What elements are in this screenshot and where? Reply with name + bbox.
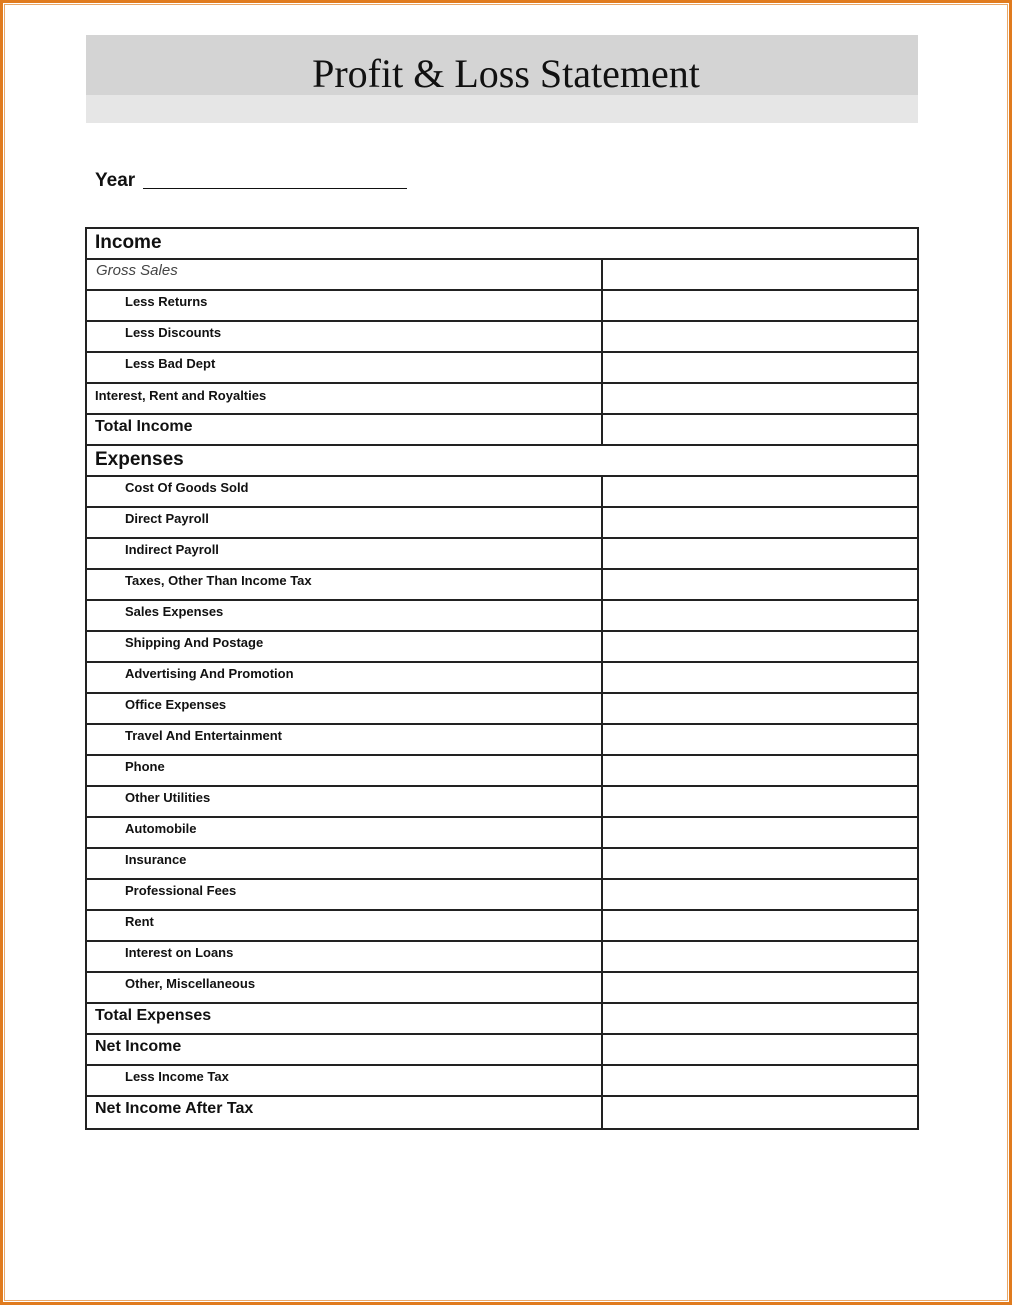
expense-value[interactable] [603,663,917,692]
less-returns-label: Less Returns [87,291,603,320]
net-income-after-tax-row [87,1097,917,1128]
net-income-value[interactable] [603,1035,917,1064]
year-label: Year [95,170,136,191]
less-income-tax-row [87,1066,917,1097]
less-bad-dept-row [87,353,917,384]
less-discounts-row [87,322,917,353]
expense-label: Direct Payroll [87,508,603,537]
expense-label: Phone [87,756,603,785]
expense-label: Advertising And Promotion [87,663,603,692]
expense-row [87,942,917,973]
expense-value[interactable] [603,694,917,723]
expense-label: Travel And Entertainment [87,725,603,754]
page-title: Profit & Loss Statement [312,51,700,96]
less-bad-dept-label: Less Bad Dept [87,353,603,382]
expense-row [87,477,917,508]
expense-value[interactable] [603,880,917,909]
expense-value[interactable] [603,539,917,568]
net-income-label: Net Income [87,1035,603,1064]
expense-row [87,880,917,911]
expense-label: Office Expenses [87,694,603,723]
expense-label: Professional Fees [87,880,603,909]
income-header-row [87,229,917,260]
expense-label: Rent [87,911,603,940]
gross-sales-row [87,260,917,291]
net-income-after-tax-value[interactable] [603,1097,917,1128]
expense-label: Interest on Loans [87,942,603,971]
expense-label: Automobile [87,818,603,847]
expense-row [87,973,917,1004]
expense-value[interactable] [603,632,917,661]
expense-label: Indirect Payroll [87,539,603,568]
expense-value[interactable] [603,911,917,940]
expense-row [87,911,917,942]
expense-label: Shipping And Postage [87,632,603,661]
less-returns-row [87,291,917,322]
expense-row [87,508,917,539]
expense-row [87,725,917,756]
expense-value[interactable] [603,787,917,816]
less-income-tax-value[interactable] [603,1066,917,1095]
less-discounts-label: Less Discounts [87,322,603,351]
expense-value[interactable] [603,601,917,630]
expense-label: Taxes, Other Than Income Tax [87,570,603,599]
total-income-value[interactable] [603,415,917,444]
expense-row [87,694,917,725]
expenses-header-row [87,446,917,477]
income-header: Income [95,232,162,253]
total-expenses-value[interactable] [603,1004,917,1033]
total-income-label: Total Income [87,415,603,444]
expense-label: Cost Of Goods Sold [87,477,603,506]
expense-label: Other Utilities [87,787,603,816]
expense-row [87,601,917,632]
expense-row [87,849,917,880]
expense-value[interactable] [603,942,917,971]
interest-rent-royalties-row [87,384,917,415]
less-returns-value[interactable] [603,291,917,320]
interest-rent-royalties-value[interactable] [603,384,917,413]
expense-value[interactable] [603,725,917,754]
net-income-after-tax-label: Net Income After Tax [87,1097,603,1128]
expense-row [87,632,917,663]
interest-rent-royalties-label: Interest, Rent and Royalties [87,384,603,413]
statement-table [85,227,919,1130]
expense-row [87,787,917,818]
expense-row [87,539,917,570]
expense-value[interactable] [603,570,917,599]
expense-value[interactable] [603,849,917,878]
expense-row [87,570,917,601]
expenses-header: Expenses [95,449,184,470]
less-income-tax-label: Less Income Tax [87,1066,603,1095]
expense-label: Sales Expenses [87,601,603,630]
total-expenses-label: Total Expenses [87,1004,603,1033]
less-discounts-value[interactable] [603,322,917,351]
expense-value[interactable] [603,973,917,1002]
expense-value[interactable] [603,477,917,506]
expense-value[interactable] [603,508,917,537]
year-field [95,166,407,192]
year-input-line[interactable] [143,188,407,189]
gross-sales-value[interactable] [603,260,917,289]
total-expenses-row [87,1004,917,1035]
net-income-row [87,1035,917,1066]
total-income-row [87,415,917,446]
gross-sales-label: Gross Sales [87,260,603,289]
expense-row [87,663,917,694]
expense-row [87,818,917,849]
expense-value[interactable] [603,756,917,785]
less-bad-dept-value[interactable] [603,353,917,382]
expense-label: Insurance [87,849,603,878]
expense-value[interactable] [603,818,917,847]
expense-label: Other, Miscellaneous [87,973,603,1002]
expense-row [87,756,917,787]
